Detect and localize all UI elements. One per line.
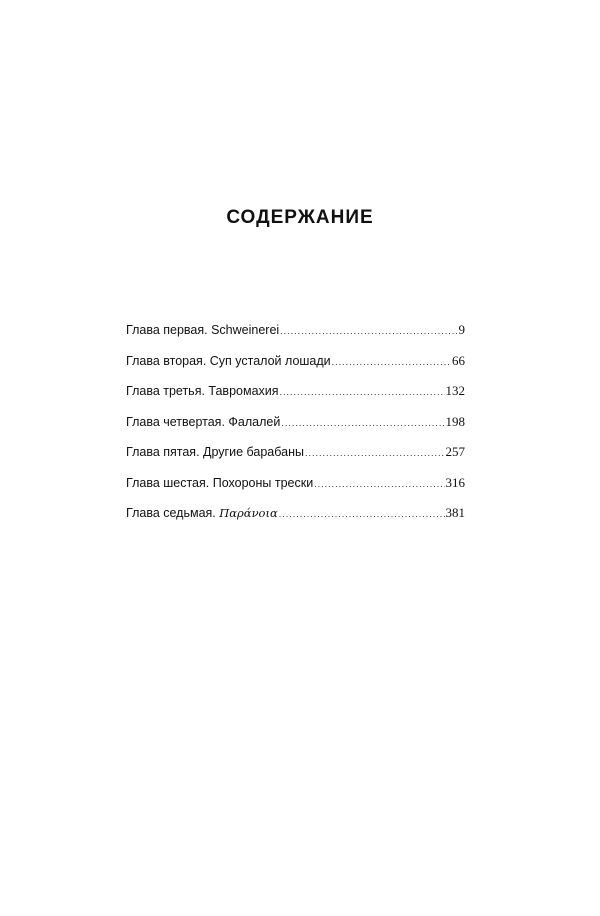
leader-dots: [280, 382, 445, 402]
chapter-title: Глава четвертая. Фалалей: [126, 414, 281, 429]
toc-entry[interactable]: [126, 320, 465, 351]
leader-dots: [279, 504, 445, 524]
chapter-title: Глава третья. Тавромахия: [126, 384, 279, 398]
page-number: 66: [452, 352, 465, 368]
page-number: 257: [445, 444, 465, 459]
table-of-contents: [126, 320, 465, 534]
leader-dots: [280, 321, 457, 341]
chapter-title: Глава пятая. Другие барабаны: [126, 445, 304, 459]
chapter-title: Глава первая. Schweinerei: [126, 323, 280, 337]
page-title: СОДЕРЖАНИЕ: [226, 207, 374, 228]
chapter-title: Глава вторая. Суп усталой лошади: [126, 353, 331, 368]
chapter-title: [126, 503, 278, 523]
page-number: 9: [458, 322, 465, 337]
page-number: 316: [445, 474, 465, 490]
toc-entry[interactable]: [126, 442, 465, 473]
page-number: 381: [445, 505, 465, 520]
toc-entry[interactable]: [126, 351, 465, 382]
toc-entry[interactable]: [126, 503, 465, 534]
chapter-prefix: Глава седьмая.: [126, 506, 216, 520]
chapter-title: Глава шестая. Похороны трески: [126, 475, 314, 490]
toc-entry[interactable]: [126, 412, 465, 443]
toc-entry[interactable]: [126, 381, 465, 412]
chapter-greek-title: Παράνοια: [219, 506, 278, 520]
leader-dots: [332, 352, 451, 372]
leader-dots: [281, 413, 444, 433]
leader-dots: [314, 474, 444, 494]
page-number: 198: [445, 413, 465, 429]
page-number: 132: [445, 383, 465, 398]
leader-dots: [305, 443, 445, 463]
toc-entry[interactable]: [126, 473, 465, 504]
